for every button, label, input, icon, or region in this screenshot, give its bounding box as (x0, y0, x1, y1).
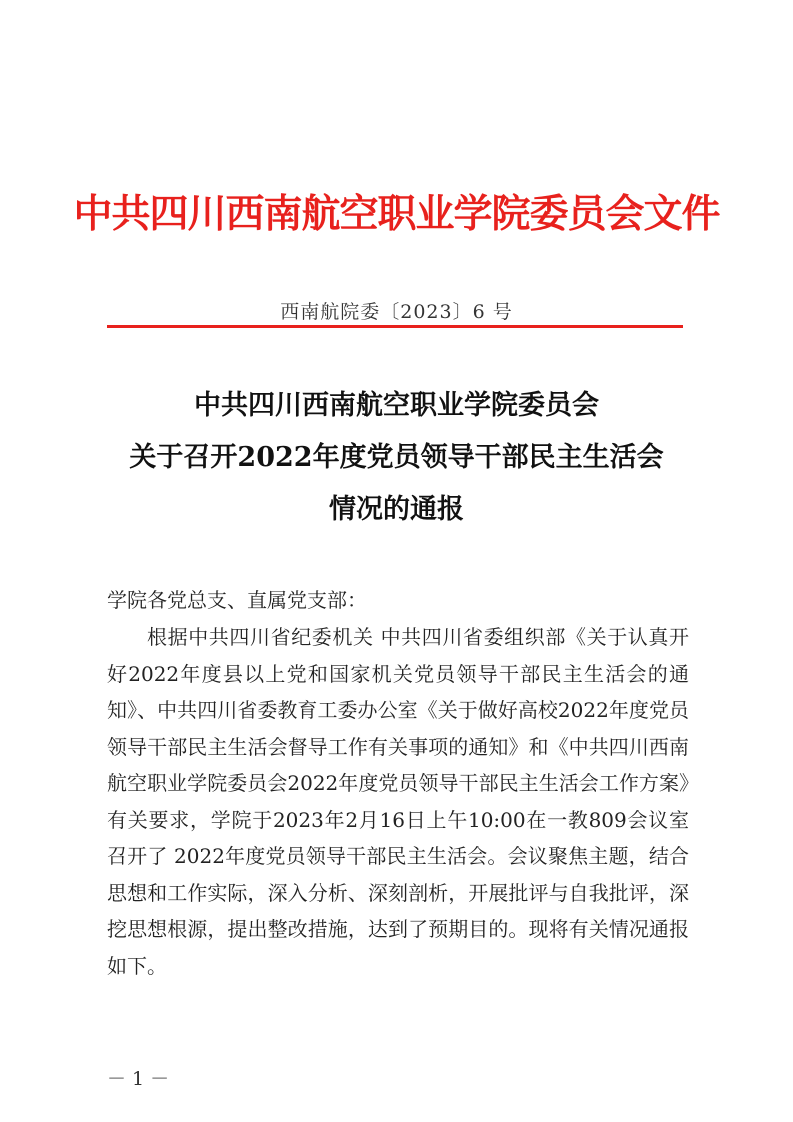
issuer-header-title: 中共四川西南航空职业学院委员会文件 (73, 191, 720, 237)
page-number: － 1 － (107, 1068, 170, 1090)
document-number: 西南航院委〔2023〕6 号 (280, 301, 513, 323)
red-divider-line (107, 325, 683, 328)
document-title (0, 380, 793, 536)
title-line-2: 关于召开2022年度党员领导干部民主生活会 (129, 442, 664, 473)
title-line-3: 情况的通报 (329, 494, 464, 525)
body-paragraph: 根据中共四川省纪委机关 中共四川省委组织部《关于认真开好2022年度县以上党和国家机关党员领导干部民主生活会的通知》、中共四川省委教育工委办公室《关于做好高校2022年度党员领导干部民主生活会督导工作有关事项的通知》和《中共四川西南航空职业学院委员会2022年度党员领导干部民主生活会工作方案》有关要求，学院于2023年2月16日上午10:00在一教809会议室召开了 2022年度党员领导干部民主生活会。会议聚焦主题，结合思想和工作实际，深入分析、深刻剖析，开展批评与自我批评，深挖思想根源，提出整改措施，达到了预期目的。现将有关情况通报如下。 (107, 625, 689, 978)
salutation: 学院各党总支、直属党支部： (107, 588, 367, 612)
title-line-1: 中共四川西南航空职业学院委员会 (194, 390, 599, 421)
